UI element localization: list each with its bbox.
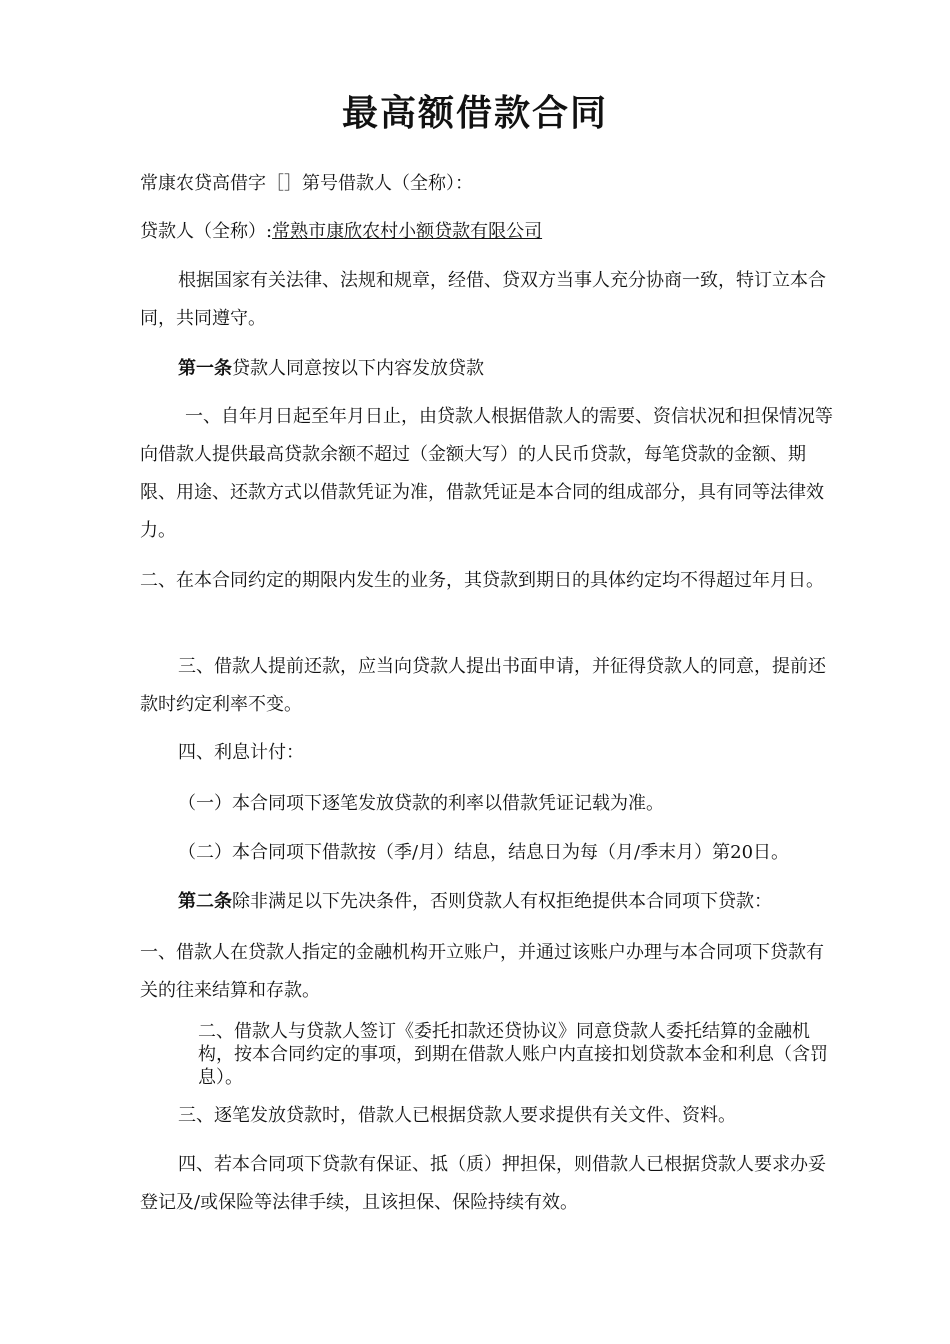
article2-heading: 第二条 [178, 891, 232, 912]
article2-item3: 三、逐笔发放贷款时，借款人已根据贷款人要求提供有关文件、资料。 [178, 1105, 736, 1126]
article2-item1: 一、借款人在贷款人指定的金融机构开立账户，并通过该账户办理与本合同项下贷款有关的往来结算和存款。 [140, 942, 824, 1001]
article1-item1: 一、自年月日起至年月日止，由贷款人根据借款人的需要、资信状况和担保情况等向借款人提供最高贷款余额不超过（金额大写）的人民币贷款，每笔贷款的金额、期限、用途、还款方式以借款凭证为准，借款凭证是本合同的组成部分，具有同等法律效力。 [140, 406, 833, 541]
article2-item4: 四、若本合同项下贷款有保证、抵（质）押担保，则借款人已根据贷款人要求办妥登记及/或保险等法律手续，且该担保、保险持续有效。 [140, 1154, 826, 1213]
lender-label: 贷款人（全称）: [140, 221, 273, 242]
article2-text: 除非满足以下先决条件，否则贷款人有权拒绝提供本合同项下贷款： [232, 891, 772, 912]
article1-heading: 第一条 [178, 358, 232, 379]
article1-item4-sub2: （二）本合同项下借款按（季/月）结息，结息日为每（月/季末月）第20日。 [178, 842, 790, 863]
article2-item2: 二、借款人与贷款人签订《委托扣款还贷协议》同意贷款人委托结算的金融机构，按本合同约定的事项，到期在借款人账户内直接扣划贷款本金和利息（含罚息）。 [198, 1021, 828, 1088]
contract-number-line: 常康农贷高借字［］第号借款人（全称）： [140, 173, 473, 194]
preamble-paragraph: 根据国家有关法律、法规和规章，经借、贷双方当事人充分协商一致，特订立本合同，共同遵守。 [140, 270, 826, 329]
article1-heading-line [178, 350, 484, 388]
article1-item2: 二、在本合同约定的期限内发生的业务，其贷款到期日的具体约定均不得超过年月日。 [140, 570, 824, 591]
article2-heading-line [178, 883, 772, 921]
article1-item4: 四、利息计付： [178, 742, 304, 763]
article1-item4-sub1: （一）本合同项下逐笔发放贷款的利率以借款凭证记载为准。 [178, 793, 664, 814]
document-title: 最高额借款合同 [341, 93, 608, 134]
article1-item3: 三、借款人提前还款，应当向贷款人提出书面申请，并征得贷款人的同意，提前还款时约定利率不变。 [140, 656, 826, 715]
lender-line [140, 213, 542, 251]
lender-name: 常熟市康欣农村小额贷款有限公司 [272, 221, 543, 242]
article1-text: 贷款人同意按以下内容发放贷款 [232, 358, 484, 379]
